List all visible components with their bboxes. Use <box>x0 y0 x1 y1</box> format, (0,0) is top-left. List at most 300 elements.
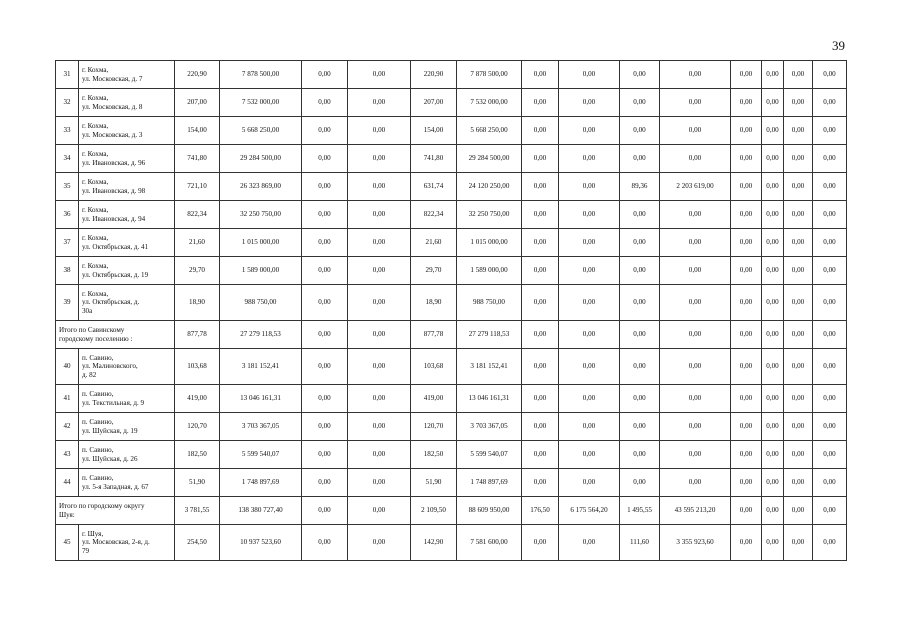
subtotal-label-line: городскому поселению : <box>59 334 133 343</box>
value-cell: 0,00 <box>302 257 348 285</box>
value-cell: 0,00 <box>559 229 620 257</box>
address-line: ул. Октябрьская, д. 19 <box>82 270 149 279</box>
address-cell <box>79 257 175 285</box>
value-cell: 0,00 <box>302 385 348 413</box>
value-cell: 111,60 <box>620 525 660 561</box>
subtotal-label <box>56 321 175 349</box>
value-cell: 254,50 <box>175 525 220 561</box>
value-cell: 0,00 <box>762 117 784 145</box>
value-cell: 0,00 <box>302 285 348 321</box>
row-number: 42 <box>56 413 79 441</box>
value-cell: 103,68 <box>411 349 457 385</box>
address-line: ул. Шуйская, д. 26 <box>82 454 138 463</box>
address-cell <box>79 349 175 385</box>
value-cell: 0,00 <box>731 469 762 497</box>
table-row <box>56 349 847 385</box>
value-cell: 0,00 <box>731 525 762 561</box>
value-cell: 0,00 <box>784 285 813 321</box>
value-cell: 0,00 <box>302 469 348 497</box>
value-cell: 0,00 <box>620 469 660 497</box>
value-cell: 0,00 <box>302 173 348 201</box>
value-cell: 0,00 <box>762 201 784 229</box>
value-cell: 0,00 <box>522 89 559 117</box>
address-line: 79 <box>82 546 90 555</box>
value-cell: 0,00 <box>731 441 762 469</box>
value-cell: 0,00 <box>522 385 559 413</box>
value-cell: 0,00 <box>620 385 660 413</box>
value-cell: 0,00 <box>784 145 813 173</box>
value-cell: 0,00 <box>348 229 411 257</box>
value-cell: 0,00 <box>762 173 784 201</box>
value-cell: 120,70 <box>175 413 220 441</box>
address-line: ул. Московская, д. 7 <box>82 74 143 83</box>
value-cell: 3 703 367,05 <box>220 413 302 441</box>
value-cell: 0,00 <box>731 173 762 201</box>
value-cell: 3 781,55 <box>175 497 220 525</box>
row-number: 37 <box>56 229 79 257</box>
value-cell: 1 495,55 <box>620 497 660 525</box>
address-line: г. Кохма, <box>82 94 109 103</box>
value-cell: 26 323 869,00 <box>220 173 302 201</box>
value-cell: 0,00 <box>660 285 731 321</box>
value-cell: 0,00 <box>660 321 731 349</box>
value-cell: 0,00 <box>522 61 559 89</box>
value-cell: 0,00 <box>731 321 762 349</box>
address-cell <box>79 117 175 145</box>
value-cell: 7 878 500,00 <box>457 61 522 89</box>
address-line: г. Кохма, <box>82 178 109 187</box>
value-cell: 0,00 <box>731 229 762 257</box>
value-cell: 88 609 950,00 <box>457 497 522 525</box>
value-cell: 3 181 152,41 <box>457 349 522 385</box>
value-cell: 0,00 <box>762 349 784 385</box>
table-row <box>56 285 847 321</box>
value-cell: 0,00 <box>784 385 813 413</box>
value-cell: 1 015 000,00 <box>457 229 522 257</box>
value-cell: 822,34 <box>175 201 220 229</box>
value-cell: 0,00 <box>522 285 559 321</box>
value-cell: 0,00 <box>302 89 348 117</box>
subtotal-row <box>56 321 847 349</box>
value-cell: 0,00 <box>559 61 620 89</box>
value-cell: 21,60 <box>411 229 457 257</box>
row-number: 33 <box>56 117 79 145</box>
address-cell <box>79 173 175 201</box>
row-number: 44 <box>56 469 79 497</box>
address-cell <box>79 285 175 321</box>
address-line: п. Савино, <box>82 446 114 455</box>
value-cell: 877,78 <box>411 321 457 349</box>
value-cell: 0,00 <box>348 525 411 561</box>
row-number: 45 <box>56 525 79 561</box>
address-line: ул. Московская, 2-я, д. <box>82 538 150 547</box>
value-cell: 988 750,00 <box>220 285 302 321</box>
subtotal-label <box>56 497 175 525</box>
table-row <box>56 413 847 441</box>
row-number: 38 <box>56 257 79 285</box>
value-cell: 103,68 <box>175 349 220 385</box>
value-cell: 0,00 <box>813 257 847 285</box>
value-cell: 0,00 <box>559 525 620 561</box>
value-cell: 0,00 <box>348 285 411 321</box>
value-cell: 0,00 <box>348 441 411 469</box>
value-cell: 0,00 <box>348 89 411 117</box>
value-cell: 0,00 <box>559 385 620 413</box>
value-cell: 0,00 <box>813 89 847 117</box>
value-cell: 0,00 <box>660 413 731 441</box>
value-cell: 0,00 <box>813 469 847 497</box>
value-cell: 220,90 <box>411 61 457 89</box>
value-cell: 0,00 <box>348 201 411 229</box>
value-cell: 1 748 897,69 <box>457 469 522 497</box>
value-cell: 13 046 161,31 <box>457 385 522 413</box>
address-line: ул. Малиновского, <box>82 362 138 371</box>
value-cell: 0,00 <box>784 321 813 349</box>
value-cell: 0,00 <box>620 61 660 89</box>
table-row <box>56 145 847 173</box>
value-cell: 0,00 <box>348 173 411 201</box>
value-cell: 0,00 <box>813 117 847 145</box>
value-cell: 0,00 <box>348 413 411 441</box>
value-cell: 0,00 <box>813 385 847 413</box>
value-cell: 0,00 <box>348 385 411 413</box>
value-cell: 0,00 <box>522 441 559 469</box>
value-cell: 0,00 <box>620 285 660 321</box>
table-row <box>56 201 847 229</box>
row-number: 32 <box>56 89 79 117</box>
table-row <box>56 385 847 413</box>
value-cell: 0,00 <box>302 145 348 173</box>
value-cell: 138 380 727,40 <box>220 497 302 525</box>
address-line: г. Кохма, <box>82 122 109 131</box>
value-cell: 0,00 <box>762 385 784 413</box>
value-cell: 741,80 <box>175 145 220 173</box>
value-cell: 0,00 <box>660 441 731 469</box>
value-cell: 0,00 <box>302 61 348 89</box>
value-cell: 0,00 <box>348 61 411 89</box>
value-cell: 1 589 000,00 <box>457 257 522 285</box>
address-line: ул. Шуйская, д. 19 <box>82 426 138 435</box>
value-cell: 0,00 <box>660 201 731 229</box>
value-cell: 0,00 <box>522 525 559 561</box>
value-cell: 0,00 <box>302 349 348 385</box>
table-row <box>56 525 847 561</box>
address-line: ул. Ивановская, д. 98 <box>82 186 146 195</box>
value-cell: 0,00 <box>731 413 762 441</box>
value-cell: 1 589 000,00 <box>220 257 302 285</box>
value-cell: 182,50 <box>411 441 457 469</box>
value-cell: 5 668 250,00 <box>220 117 302 145</box>
value-cell: 0,00 <box>660 89 731 117</box>
value-cell: 0,00 <box>784 525 813 561</box>
address-line: п. Савино, <box>82 354 114 363</box>
value-cell: 0,00 <box>522 201 559 229</box>
value-cell: 0,00 <box>302 525 348 561</box>
address-cell <box>79 89 175 117</box>
value-cell: 0,00 <box>762 321 784 349</box>
row-number: 34 <box>56 145 79 173</box>
value-cell: 0,00 <box>762 469 784 497</box>
row-number: 36 <box>56 201 79 229</box>
value-cell: 0,00 <box>348 257 411 285</box>
value-cell: 0,00 <box>731 349 762 385</box>
value-cell: 0,00 <box>620 441 660 469</box>
value-cell: 0,00 <box>522 145 559 173</box>
address-line: п. Савино, <box>82 474 114 483</box>
table-row <box>56 117 847 145</box>
value-cell: 0,00 <box>620 413 660 441</box>
value-cell: 3 355 923,60 <box>660 525 731 561</box>
value-cell: 6 175 564,20 <box>559 497 620 525</box>
address-cell <box>79 441 175 469</box>
address-cell <box>79 145 175 173</box>
value-cell: 89,36 <box>620 173 660 201</box>
value-cell: 142,90 <box>411 525 457 561</box>
address-line: п. Савино, <box>82 418 114 427</box>
value-cell: 0,00 <box>302 441 348 469</box>
address-line: ул. 5-я Западная, д. 67 <box>82 482 149 491</box>
value-cell: 0,00 <box>762 413 784 441</box>
address-line: г. Кохма, <box>82 206 109 215</box>
address-line: ул. Московская, д. 3 <box>82 130 143 139</box>
value-cell: 7 532 000,00 <box>220 89 302 117</box>
value-cell: 0,00 <box>522 321 559 349</box>
value-cell: 0,00 <box>620 145 660 173</box>
value-cell: 0,00 <box>348 117 411 145</box>
value-cell: 0,00 <box>660 229 731 257</box>
value-cell: 0,00 <box>660 385 731 413</box>
value-cell: 27 279 118,53 <box>457 321 522 349</box>
value-cell: 631,74 <box>411 173 457 201</box>
value-cell: 0,00 <box>762 497 784 525</box>
value-cell: 1 748 897,69 <box>220 469 302 497</box>
value-cell: 29,70 <box>175 257 220 285</box>
value-cell: 0,00 <box>784 257 813 285</box>
value-cell: 2 109,50 <box>411 497 457 525</box>
address-line: ул. Октябрьская, д. <box>82 298 140 307</box>
value-cell: 0,00 <box>348 497 411 525</box>
value-cell: 10 937 523,60 <box>220 525 302 561</box>
value-cell: 0,00 <box>731 117 762 145</box>
value-cell: 5 599 540,07 <box>457 441 522 469</box>
value-cell: 32 250 750,00 <box>220 201 302 229</box>
value-cell: 0,00 <box>559 145 620 173</box>
value-cell: 0,00 <box>660 117 731 145</box>
value-cell: 0,00 <box>813 173 847 201</box>
value-cell: 0,00 <box>784 413 813 441</box>
value-cell: 721,10 <box>175 173 220 201</box>
value-cell: 0,00 <box>559 413 620 441</box>
value-cell: 0,00 <box>302 497 348 525</box>
address-line: п. Савино, <box>82 390 114 399</box>
value-cell: 0,00 <box>813 321 847 349</box>
address-line: ул. Московская, д. 8 <box>82 102 143 111</box>
subtotal-label-line: Итого по Савинскому <box>59 326 125 335</box>
value-cell: 0,00 <box>559 201 620 229</box>
value-cell: 0,00 <box>731 497 762 525</box>
value-cell: 877,78 <box>175 321 220 349</box>
value-cell: 0,00 <box>620 89 660 117</box>
value-cell: 2 203 619,00 <box>660 173 731 201</box>
value-cell: 1 015 000,00 <box>220 229 302 257</box>
value-cell: 5 668 250,00 <box>457 117 522 145</box>
value-cell: 154,00 <box>175 117 220 145</box>
address-cell <box>79 525 175 561</box>
value-cell: 0,00 <box>302 321 348 349</box>
value-cell: 0,00 <box>660 145 731 173</box>
value-cell: 0,00 <box>660 349 731 385</box>
value-cell: 43 595 213,20 <box>660 497 731 525</box>
row-number: 41 <box>56 385 79 413</box>
value-cell: 0,00 <box>762 525 784 561</box>
row-number: 39 <box>56 285 79 321</box>
value-cell: 741,80 <box>411 145 457 173</box>
value-cell: 988 750,00 <box>457 285 522 321</box>
value-cell: 0,00 <box>522 229 559 257</box>
value-cell: 182,50 <box>175 441 220 469</box>
value-cell: 0,00 <box>813 497 847 525</box>
value-cell: 0,00 <box>813 61 847 89</box>
value-cell: 0,00 <box>762 257 784 285</box>
value-cell: 0,00 <box>731 89 762 117</box>
value-cell: 0,00 <box>302 413 348 441</box>
value-cell: 0,00 <box>348 469 411 497</box>
address-line: г. Кохма, <box>82 290 109 299</box>
value-cell: 0,00 <box>559 349 620 385</box>
subtotal-label-line: Шуя: <box>59 510 75 519</box>
address-line: ул. Октябрьская, д. 41 <box>82 242 149 251</box>
value-cell: 0,00 <box>620 257 660 285</box>
value-cell: 0,00 <box>522 469 559 497</box>
value-cell: 0,00 <box>522 349 559 385</box>
value-cell: 27 279 118,53 <box>220 321 302 349</box>
value-cell: 0,00 <box>784 201 813 229</box>
value-cell: 0,00 <box>784 61 813 89</box>
value-cell: 0,00 <box>620 321 660 349</box>
value-cell: 0,00 <box>559 117 620 145</box>
value-cell: 0,00 <box>620 349 660 385</box>
value-cell: 0,00 <box>620 201 660 229</box>
value-cell: 0,00 <box>559 173 620 201</box>
value-cell: 0,00 <box>559 321 620 349</box>
value-cell: 0,00 <box>784 441 813 469</box>
value-cell: 0,00 <box>813 441 847 469</box>
value-cell: 0,00 <box>762 89 784 117</box>
row-number: 31 <box>56 61 79 89</box>
value-cell: 176,50 <box>522 497 559 525</box>
value-cell: 0,00 <box>813 525 847 561</box>
value-cell: 220,90 <box>175 61 220 89</box>
value-cell: 51,90 <box>411 469 457 497</box>
value-cell: 29 284 500,00 <box>457 145 522 173</box>
address-cell <box>79 469 175 497</box>
value-cell: 154,00 <box>411 117 457 145</box>
value-cell: 0,00 <box>813 349 847 385</box>
value-cell: 207,00 <box>175 89 220 117</box>
value-cell: 0,00 <box>784 349 813 385</box>
value-cell: 0,00 <box>348 321 411 349</box>
value-cell: 0,00 <box>620 229 660 257</box>
value-cell: 822,34 <box>411 201 457 229</box>
address-line: г. Кохма, <box>82 234 109 243</box>
table-row <box>56 469 847 497</box>
value-cell: 0,00 <box>660 61 731 89</box>
page-number: 39 <box>832 38 845 53</box>
value-cell: 0,00 <box>762 61 784 89</box>
row-number: 40 <box>56 349 79 385</box>
table-row <box>56 441 847 469</box>
value-cell: 3 703 367,05 <box>457 413 522 441</box>
address-cell <box>79 385 175 413</box>
value-cell: 120,70 <box>411 413 457 441</box>
row-number: 35 <box>56 173 79 201</box>
value-cell: 7 532 000,00 <box>457 89 522 117</box>
address-cell <box>79 61 175 89</box>
value-cell: 0,00 <box>559 441 620 469</box>
value-cell: 419,00 <box>411 385 457 413</box>
subtotal-row <box>56 497 847 525</box>
table-body <box>56 61 847 561</box>
value-cell: 0,00 <box>348 349 411 385</box>
address-cell <box>79 413 175 441</box>
value-cell: 0,00 <box>559 257 620 285</box>
value-cell: 0,00 <box>784 89 813 117</box>
address-line: 30а <box>82 306 93 315</box>
address-line: г. Шуя, <box>82 530 104 539</box>
value-cell: 419,00 <box>175 385 220 413</box>
value-cell: 0,00 <box>731 201 762 229</box>
value-cell: 0,00 <box>762 229 784 257</box>
value-cell: 0,00 <box>813 145 847 173</box>
value-cell: 0,00 <box>559 285 620 321</box>
value-cell: 3 181 152,41 <box>220 349 302 385</box>
value-cell: 0,00 <box>813 201 847 229</box>
value-cell: 0,00 <box>522 117 559 145</box>
table-row <box>56 229 847 257</box>
row-number: 43 <box>56 441 79 469</box>
address-line: ул. Ивановская, д. 96 <box>82 158 146 167</box>
value-cell: 13 046 161,31 <box>220 385 302 413</box>
value-cell: 0,00 <box>762 145 784 173</box>
value-cell: 24 120 250,00 <box>457 173 522 201</box>
value-cell: 0,00 <box>660 257 731 285</box>
value-cell: 0,00 <box>784 173 813 201</box>
value-cell: 18,90 <box>175 285 220 321</box>
value-cell: 18,90 <box>411 285 457 321</box>
subtotal-label-line: Итого по городскому округу <box>59 502 145 511</box>
value-cell: 0,00 <box>660 469 731 497</box>
value-cell: 0,00 <box>522 413 559 441</box>
address-line: ул. Ивановская, д. 94 <box>82 214 146 223</box>
value-cell: 0,00 <box>784 117 813 145</box>
value-cell: 0,00 <box>762 441 784 469</box>
value-cell: 0,00 <box>731 145 762 173</box>
value-cell: 0,00 <box>522 173 559 201</box>
address-line: г. Кохма, <box>82 262 109 271</box>
table-row <box>56 89 847 117</box>
value-cell: 0,00 <box>559 469 620 497</box>
value-cell: 0,00 <box>731 385 762 413</box>
value-cell: 0,00 <box>813 229 847 257</box>
table-row <box>56 173 847 201</box>
value-cell: 0,00 <box>522 257 559 285</box>
value-cell: 21,60 <box>175 229 220 257</box>
address-line: ул. Текстильная, д. 9 <box>82 398 145 407</box>
address-line: г. Кохма, <box>82 66 109 75</box>
value-cell: 7 878 500,00 <box>220 61 302 89</box>
value-cell: 207,00 <box>411 89 457 117</box>
address-line: г. Кохма, <box>82 150 109 159</box>
